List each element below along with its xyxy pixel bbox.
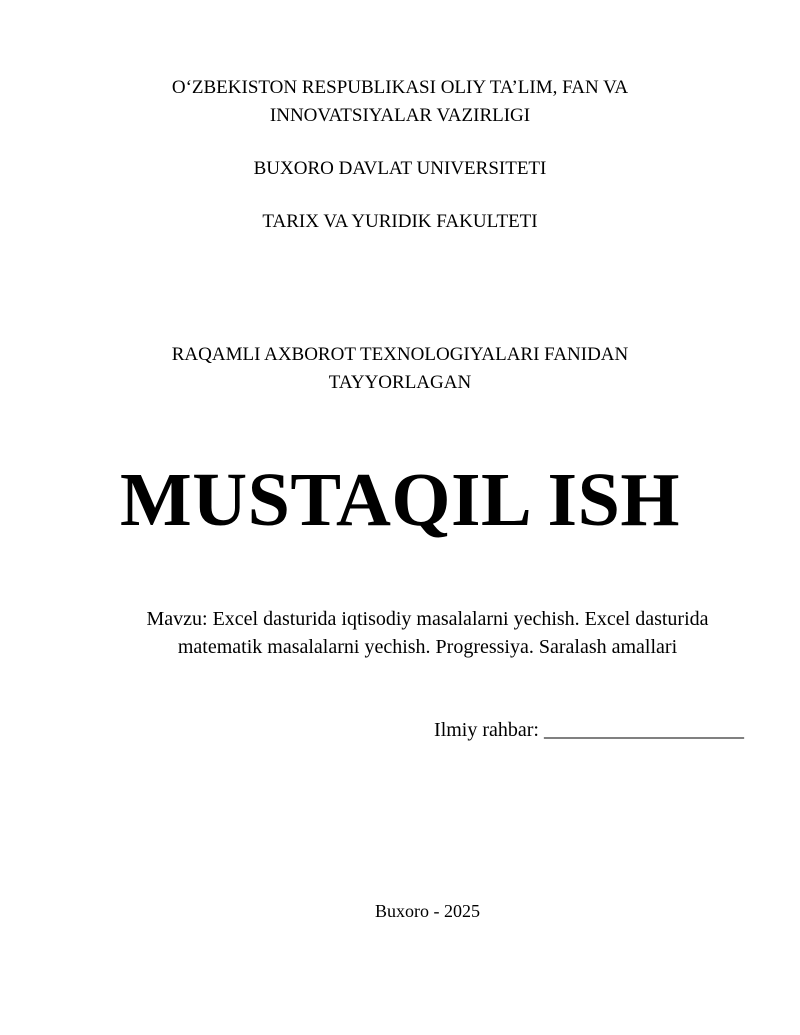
topic-line-1: Mavzu: Excel dasturida iqtisodiy masalalarni yechish. Excel dasturida [146, 608, 709, 630]
supervisor-line [434, 716, 744, 744]
place-and-year: Buxoro - 2025 [375, 901, 480, 921]
subject-line-2: TAYYORLAGAN [328, 372, 472, 393]
ministry-line-2: INNOVATSIYALAR VAZIRLIGI [269, 105, 531, 126]
topic-line-2: matematik masalalarni yechish. Progressiya. Saralash amallari [177, 636, 678, 658]
subject-line-1: RAQAMLI AXBOROT TEXNOLOGIYALARI FANIDAN [171, 344, 629, 365]
supervisor-label: Ilmiy rahbar: [434, 719, 539, 741]
topic-text [0, 605, 800, 661]
supervisor-blank: ____________________ [544, 719, 744, 741]
ministry-heading [0, 74, 800, 130]
subject-heading [0, 341, 800, 397]
university-name: BUXORO DAVLAT UNIVERSITETI [253, 158, 547, 179]
faculty-name: TARIX VA YURIDIK FAKULTETI [262, 211, 538, 232]
ministry-line-1: O‘ZBEKISTON RESPUBLIKASI OLIY TA’LIM, FAN VA [171, 77, 629, 98]
document-title: MUSTAQIL ISH [120, 458, 680, 542]
